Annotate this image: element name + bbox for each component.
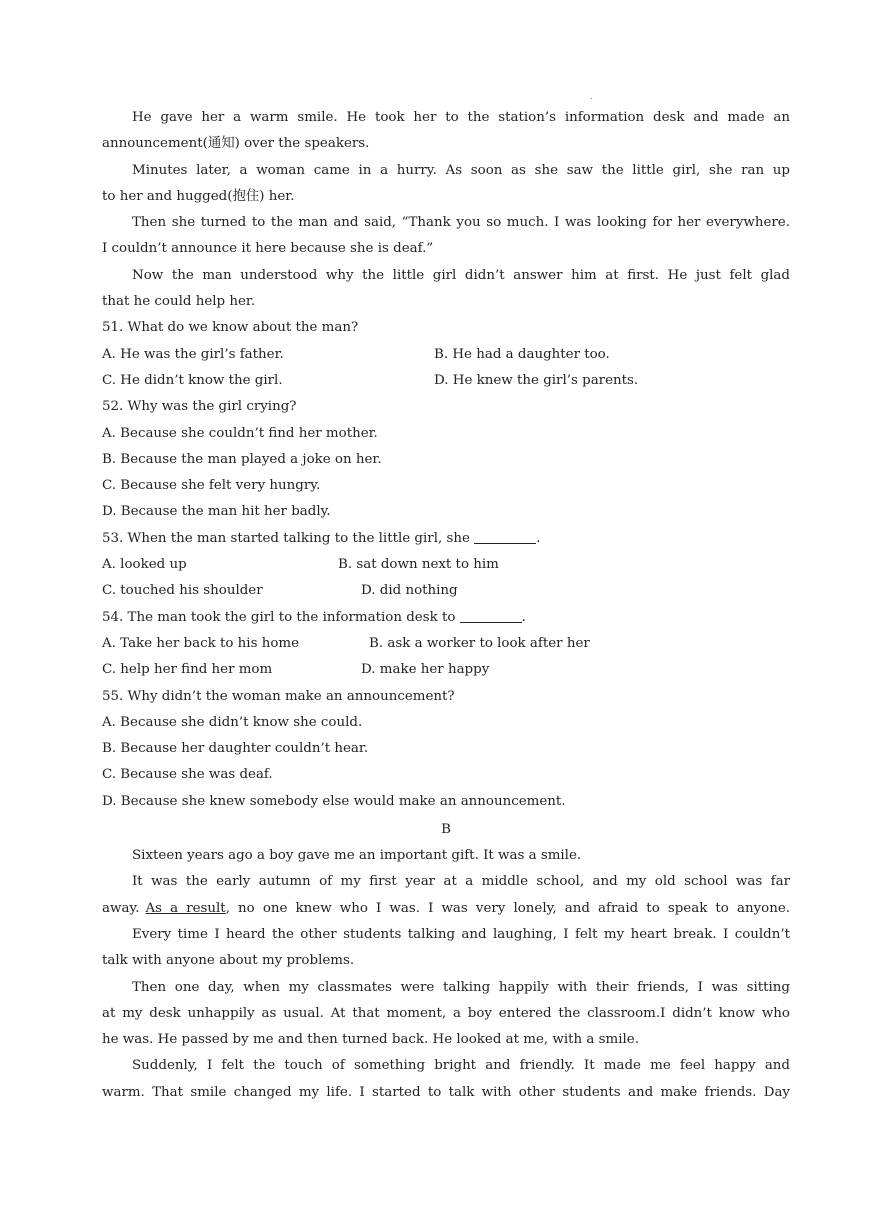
passage-line: I couldn’t announce it here because she is deaf.” (102, 241, 434, 257)
passage-line: at my desk unhappily as usual. At that moment, a boy entered the classroom.I didn’t know who (102, 1005, 790, 1021)
question-stem: 52. Why was the girl crying? (102, 399, 297, 415)
option-c: C. touched his shoulder (102, 583, 263, 599)
option-row (102, 342, 790, 368)
underlined-phrase: As a result (145, 900, 226, 916)
option-c: C. He didn’t know the girl. (102, 372, 283, 388)
passage-line: warm. That smile changed my life. I started to talk with other students and make friends. Day (102, 1084, 790, 1100)
option-d: D. He knew the girl’s parents. (434, 372, 639, 388)
passage-line: He gave her a warm smile. He took her to the station’s information desk and made an (132, 110, 790, 125)
option-d: D. Because the man hit her badly. (102, 504, 331, 520)
question-stem: 55. Why didn’t the woman make an announcement? (102, 688, 455, 704)
option-b: B. Because the man played a joke on her. (102, 451, 382, 467)
option-b: B. ask a worker to look after her (369, 635, 590, 651)
option-row (102, 368, 790, 394)
option-c: C. Because she felt very hungry. (102, 478, 321, 494)
passage-line: Sixteen years ago a boy gave me an important gift. It was a smile. (132, 848, 582, 864)
passage-line: Minutes later, a woman came in a hurry. As soon as she saw the little girl, she ran up (132, 162, 790, 178)
passage-line: to her and hugged(抱住) her. (102, 188, 295, 204)
page-mark: . (590, 92, 593, 101)
question-stem: 53. When the man started talking to the little girl, she (102, 530, 470, 546)
option-a: A. looked up (102, 557, 187, 573)
question-stem: 54. The man took the girl to the information desk to (102, 609, 456, 625)
option-a: A. Because she didn’t know she could. (102, 714, 363, 730)
passage-text-wrap (145, 896, 790, 922)
passage-text: away. (102, 900, 140, 916)
option-row (102, 657, 790, 683)
passage-line: Then one day, when my classmates were talking happily with their friends, I was sitting (132, 979, 790, 995)
option-row (102, 552, 790, 578)
option-b: B. He had a daughter too. (434, 346, 610, 362)
passage-line-mixed (102, 896, 790, 922)
passage-line: It was the early autumn of my first year at a middle school, and my old school was far (132, 874, 790, 890)
passage-text: , no one knew who I was. I was very lonely, and afraid to speak to anyone. (225, 900, 790, 916)
answer-blank (460, 608, 522, 623)
option-d: D. Because she knew somebody else would make an announcement. (102, 793, 566, 809)
question-stem-row: 53. When the man started talking to the little girl, she . (102, 530, 541, 546)
option-a: A. Take her back to his home (102, 635, 300, 651)
page-content (102, 105, 790, 1106)
option-d: D. make her happy (361, 662, 490, 678)
answer-blank (474, 529, 536, 544)
option-a: A. Because she couldn’t find her mother. (102, 425, 378, 441)
passage-line: announcement(通知) over the speakers. (102, 136, 370, 152)
passage-line: talk with anyone about my problems. (102, 953, 355, 969)
option-d: D. did nothing (361, 583, 458, 599)
passage-line: he was. He passed by me and then turned back. He looked at me, with a smile. (102, 1032, 639, 1048)
question-stem: 51. What do we know about the man? (102, 320, 359, 336)
passage-line: Suddenly, I felt the touch of something bright and friendly. It made me feel happy and (132, 1058, 790, 1074)
option-row (102, 631, 790, 657)
section-heading: B (441, 822, 451, 838)
option-a: A. He was the girl’s father. (102, 346, 284, 362)
option-c: C. Because she was deaf. (102, 767, 273, 783)
question-stem-row: 54. The man took the girl to the information desk to . (102, 609, 526, 625)
passage-line: Now the man understood why the little girl didn’t answer him at first. He just felt glad (132, 267, 790, 283)
option-row (102, 578, 790, 604)
passage-line: that he could help her. (102, 294, 256, 310)
passage-line: Every time I heard the other students talking and laughing, I felt my heart break. I couldn’t (132, 926, 790, 942)
option-b: B. sat down next to him (338, 557, 499, 573)
option-b: B. Because her daughter couldn’t hear. (102, 741, 369, 757)
option-c: C. help her find her mom (102, 662, 273, 678)
passage-line: Then she turned to the man and said, “Thank you so much. I was looking for her everywhere. (132, 215, 790, 231)
